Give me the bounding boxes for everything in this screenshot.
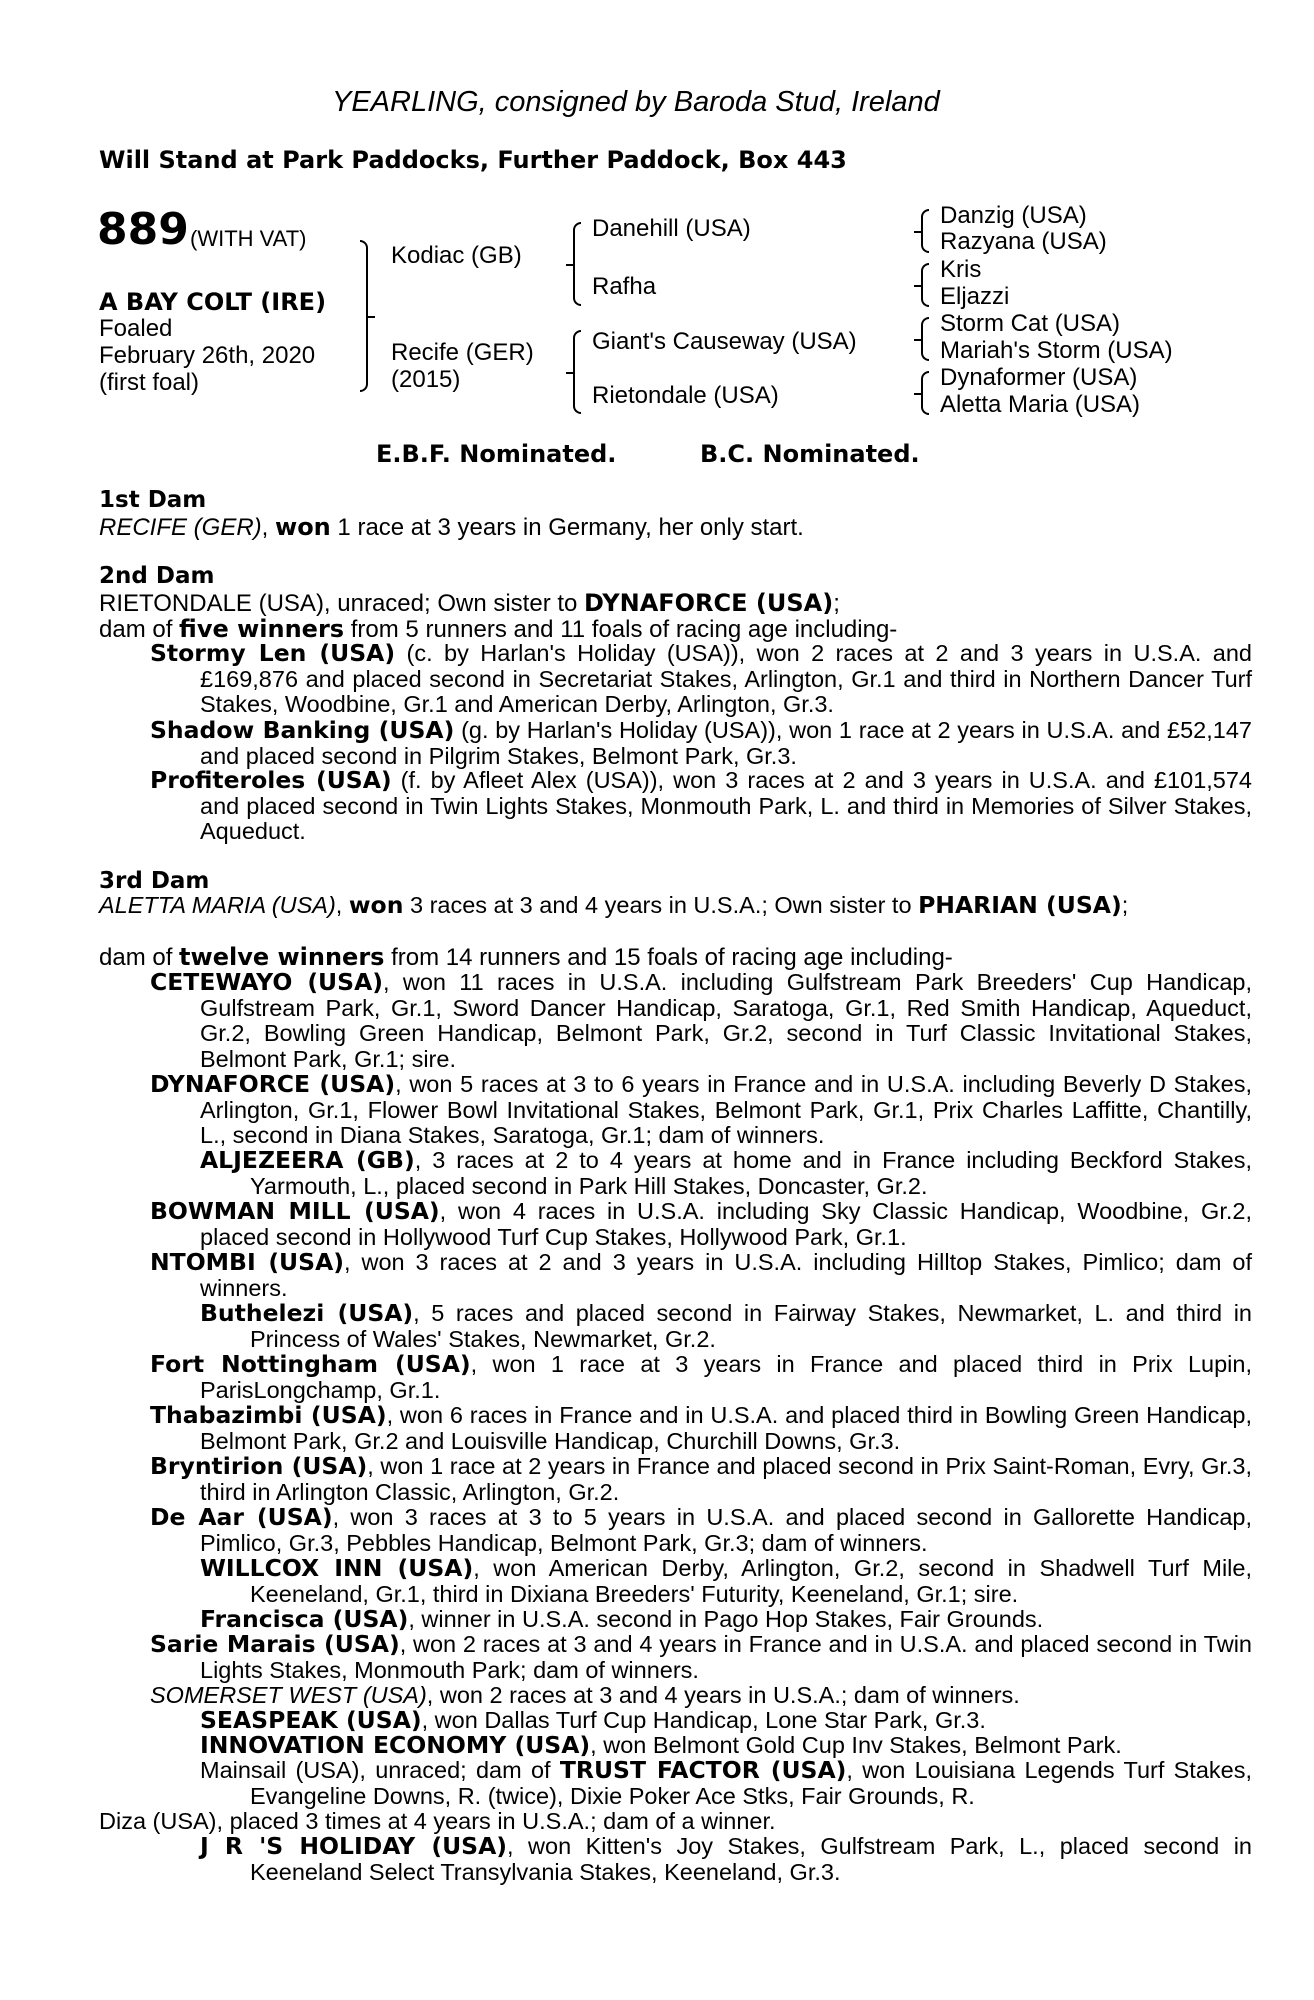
third-dam-dam-of: dam of twelve winners from 14 runners and 15 foals of racing age including- (99, 943, 953, 971)
main-brace (360, 240, 368, 392)
second-dam-heading: 2nd Dam (99, 563, 215, 589)
entry-willcox-inn: WILLCOX INN (USA), won American Derby, Arlington, Gr.2, second in Shadwell Turf Mile, Keeneland, Gr.1, third in Dixiana Breeders' Futurity, Keeneland, Gr.1; sire. (200, 1554, 1253, 1607)
foaled-date: February 26th, 2020 (99, 342, 316, 369)
page-title: YEARLING, consigned by Baroda Stud, Ireland (332, 86, 940, 118)
dam-dam: Rietondale (USA) (592, 382, 779, 409)
ebf-nomination: E.B.F. Nominated. (376, 440, 617, 468)
dam-sire: Giant's Causeway (USA) (592, 328, 857, 355)
g-kris: Kris (940, 256, 982, 283)
entry-aljezeera: ALJEZEERA (GB), 3 races at 2 to 4 years at home and in France including Beckford Stakes, Yarmouth, L., placed second in Park Hill Stakes, Doncaster, Gr.2. (200, 1146, 1253, 1199)
g-storm-cat: Storm Cat (USA) (940, 310, 1121, 337)
dam-year: (2015) (391, 366, 461, 393)
sire-brace (573, 222, 581, 306)
entry-fort-nottingham: Fort Nottingham (USA), won 1 race at 3 years in France and placed third in Prix Lupin, ParisLongchamp, Gr.1. (150, 1350, 1252, 1403)
entry-mainsail: Mainsail (USA), unraced; dam of TRUST FACTOR (USA), won Louisiana Legends Turf Stakes, Evangeline Downs, R. (twice), Dixie Poker Ace Stks, Fair Grounds, R. (200, 1756, 1253, 1809)
entry-bryntirion: Bryntirion (USA), won 1 race at 2 years in France and placed second in Prix Saint-Roman, Evry, Gr.3, third in Arlington Classic, Arlington, Gr.2. (150, 1452, 1253, 1505)
foaled-label: Foaled (99, 315, 173, 342)
entry-diza: Diza (USA), placed 3 times at 4 years in U.S.A.; dam of a winner. (99, 1808, 776, 1834)
third-dam-heading: 3rd Dam (99, 868, 210, 894)
vat-label: (WITH VAT) (190, 226, 307, 251)
g-danzig: Danzig (USA) (940, 202, 1087, 229)
sire-sire: Danehill (USA) (592, 215, 751, 242)
entry-cetewayo: CETEWAYO (USA), won 11 races in U.S.A. including Gulfstream Park Breeders' Cup Handicap, Gulfstream Park, Gr.1, Sword Dancer Handicap, Saratoga, Gr.1, Red Smith Handicap, Aqueduct, Gr.2, Bowling Green Handicap, Belmont Park, Gr.2, second in Turf Classic Invitational Stakes, Belmont Park, Gr.1; sire. (150, 968, 1252, 1072)
dam-name: Recife (GER) (391, 339, 534, 366)
second-dam-line-2: dam of five winners from 5 runners and 11 foals of racing age including- (99, 615, 898, 643)
foal-note: (first foal) (99, 369, 200, 396)
entry-somerset-west: SOMERSET WEST (USA), won 2 races at 3 and 4 years in U.S.A.; dam of winners. (150, 1682, 1020, 1708)
entry-stormy-len: Stormy Len (USA) (c. by Harlan's Holiday (USA)), won 2 races at 2 and 3 years in U.S.A. and £169,876 and placed second in Secretariat Stakes, Arlington, Gr.1 and third in Northern Dancer Turf Stakes, Woodbine, Gr.1 and American Derby, Arlington, Gr.3. (150, 639, 1252, 718)
entry-dynaforce: DYNAFORCE (USA), won 5 races at 3 to 6 years in France and in U.S.A. including Beverly D Stakes, Arlington, Gr.1, Flower Bowl Invitational Stakes, Belmont Park, Gr.1, Prix Charles Laffitte, Chantilly, L., second in Diana Stakes, Saratoga, Gr.1; dam of winners. (150, 1070, 1252, 1149)
entry-bowman-mill: BOWMAN MILL (USA), won 4 races in U.S.A. including Sky Classic Handicap, Woodbine, Gr.2, placed second in Hollywood Turf Cup Stakes, Hollywood Park, Gr.1. (150, 1197, 1252, 1250)
sire-dam: Rafha (592, 273, 657, 300)
entry-jrs-holiday: J R 'S HOLIDAY (USA), won Kitten's Joy Stakes, Gulfstream Park, L., placed second in Keeneland Select Transylvania Stakes, Keeneland, Gr.3. (200, 1832, 1252, 1885)
g-eljazzi: Eljazzi (940, 283, 1010, 310)
g2-brace (921, 263, 929, 307)
bc-nomination: B.C. Nominated. (700, 440, 920, 468)
g-dynaformer: Dynaformer (USA) (940, 364, 1138, 391)
entry-thabazimbi: Thabazimbi (USA), won 6 races in France and in U.S.A. and placed third in Bowling Green Handicap, Belmont Park, Gr.2 and Louisville Handicap, Churchill Downs, Gr.3. (150, 1401, 1252, 1454)
first-dam-heading: 1st Dam (99, 487, 207, 513)
entry-sarie-marais: Sarie Marais (USA), won 2 races at 3 and 4 years in France and in U.S.A. and placed second in Twin Lights Stakes, Monmouth Park; dam of winners. (150, 1630, 1252, 1683)
entry-buthelezi: Buthelezi (USA), 5 races and placed second in Fairway Stakes, Newmarket, L. and third in Princess of Wales' Stakes, Newmarket, Gr.2. (200, 1299, 1252, 1352)
sire-name: Kodiac (GB) (391, 242, 522, 269)
stand-location: Will Stand at Park Paddocks, Further Paddock, Box 443 (99, 146, 847, 174)
g-mariahs-storm: Mariah's Storm (USA) (940, 337, 1173, 364)
g3-brace (921, 317, 929, 361)
g1-brace (921, 209, 929, 253)
entry-ntombi: NTOMBI (USA), won 3 races at 2 and 3 years in U.S.A. including Hilltop Stakes, Pimlico; dam of winners. (150, 1248, 1252, 1301)
entry-de-aar: De Aar (USA), won 3 races at 3 to 5 years in U.S.A. and placed second in Gallorette Handicap, Pimlico, Gr.3, Pebbles Handicap, Belmont Park, Gr.3; dam of winners. (150, 1503, 1252, 1556)
lot-number: 889 (97, 204, 189, 255)
entry-profiteroles: Profiteroles (USA) (f. by Afleet Alex (USA)), won 3 races at 2 and 3 years in U.S.A. and £101,574 and placed second in Twin Lights Stakes, Monmouth Park, L. and third in Memories of Silver Stakes, Aqueduct. (150, 766, 1253, 845)
entry-shadow-banking: Shadow Banking (USA) (g. by Harlan's Holiday (USA)), won 1 race at 2 years in U.S.A. and £52,147 and placed second in Pilgrim Stakes, Belmont Park, Gr.3. (150, 716, 1252, 769)
entry-francisca: Francisca (USA), winner in U.S.A. second in Pago Hop Stakes, Fair Grounds. (200, 1605, 1044, 1633)
dam-brace (573, 330, 581, 414)
g-razyana: Razyana (USA) (940, 228, 1107, 255)
g-aletta-maria: Aletta Maria (USA) (940, 391, 1141, 418)
third-dam-intro: ALETTA MARIA (USA), won 3 races at 3 and 4 years in U.S.A.; Own sister to PHARIAN (USA); (99, 891, 1129, 919)
g4-brace (921, 371, 929, 415)
lot-name: A BAY COLT (IRE) (99, 288, 327, 316)
entry-seaspeak: SEASPEAK (USA), won Dallas Turf Cup Handicap, Lone Star Park, Gr.3. (200, 1706, 986, 1734)
entry-innovation-economy: INNOVATION ECONOMY (USA), won Belmont Gold Cup Inv Stakes, Belmont Park. (200, 1731, 1122, 1759)
first-dam-line: RECIFE (GER), won 1 race at 3 years in Germany, her only start. (99, 513, 804, 541)
second-dam-line-1: RIETONDALE (USA), unraced; Own sister to DYNAFORCE (USA); (99, 589, 840, 617)
